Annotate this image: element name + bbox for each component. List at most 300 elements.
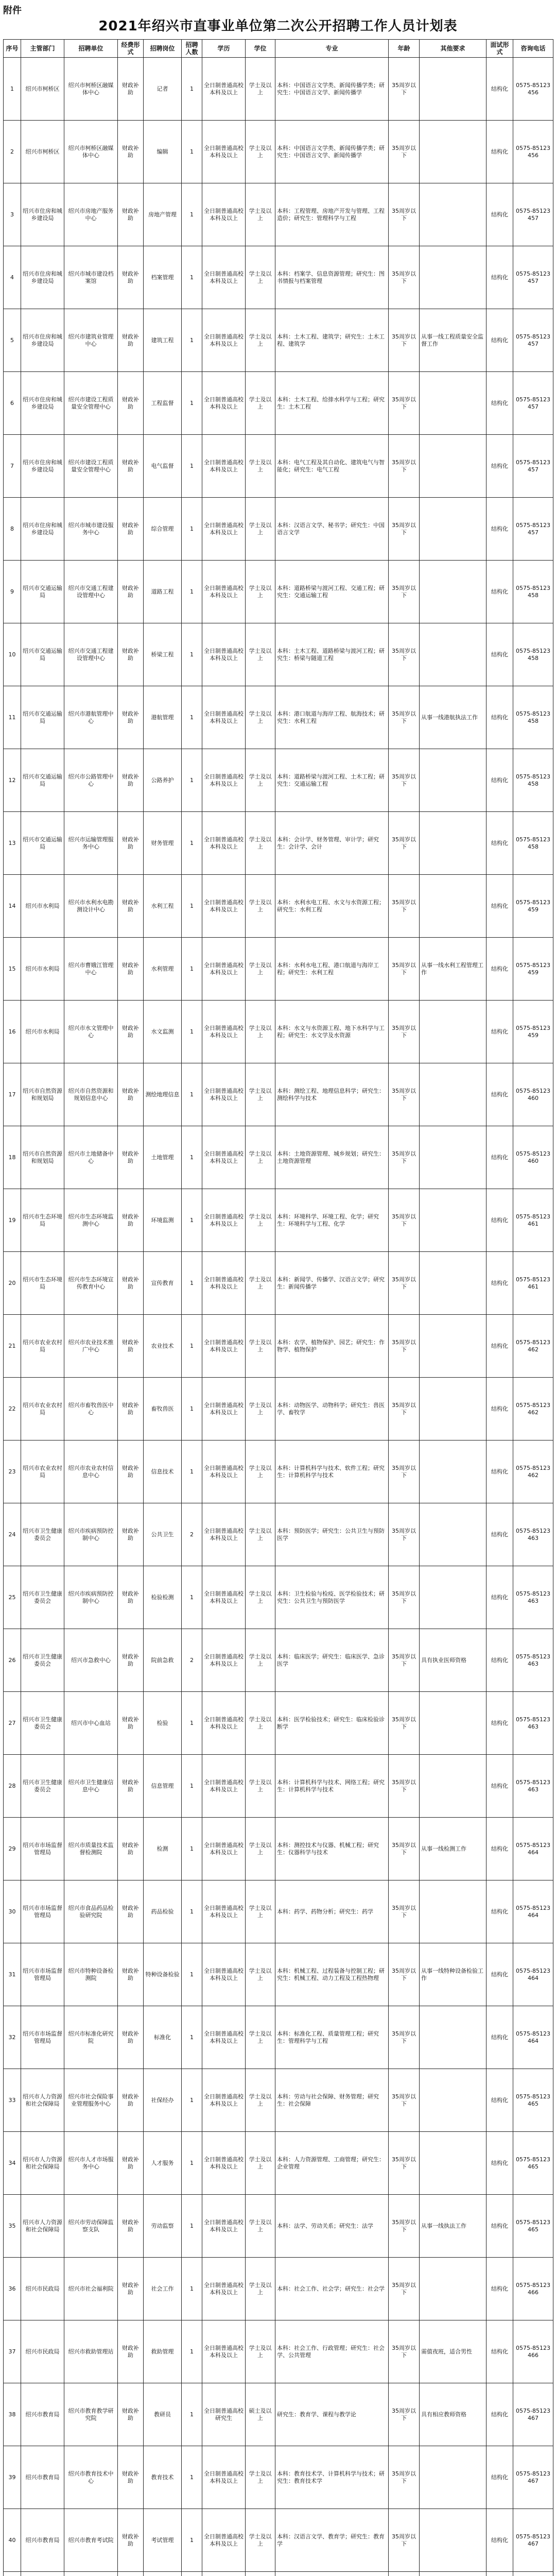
cell-funding-type <box>118 2572 144 2576</box>
cell-position: 公共卫生 <box>144 1503 182 1566</box>
cell-other-requirements <box>420 58 486 121</box>
cell-row-number: 8 <box>4 498 21 561</box>
cell-funding-type: 财政补助 <box>118 938 144 1001</box>
cell-interview-type: 结构化 <box>486 1252 513 1315</box>
cell-headcount <box>182 2572 202 2576</box>
cell-other-requirements <box>420 2006 486 2069</box>
cell-unit: 绍兴市特种设备检测院 <box>64 1943 118 2006</box>
cell-other-requirements <box>420 121 486 183</box>
cell-major: 本科：农学、植物保护、园艺；研究生：作物学、植物保护 <box>275 1315 389 1378</box>
cell-unit: 绍兴市卫生健康信息中心 <box>64 1755 118 1818</box>
cell-education: 全日制普通高校本科及以上 <box>202 1001 246 1063</box>
cell-age-limit: 35周岁以下 <box>389 2383 420 2446</box>
cell-row-number: 7 <box>4 435 21 498</box>
cell-degree: 学士及以上 <box>246 1189 275 1252</box>
cell-row-number: 11 <box>4 686 21 749</box>
cell-unit: 绍兴市畜牧兽医中心 <box>64 1378 118 1440</box>
cell-phone <box>513 2572 553 2576</box>
cell-age-limit: 35周岁以下 <box>389 1818 420 1880</box>
cell-degree: 学士及以上 <box>246 1378 275 1440</box>
cell-unit: 绍兴市柯桥区融媒体中心 <box>64 121 118 183</box>
cell-phone: 0575-85123465 <box>513 2069 553 2132</box>
table-row <box>4 812 553 875</box>
cell-department: 绍兴市自然资源和规划局 <box>21 1126 64 1189</box>
cell-unit: 绍兴市交通工程建设管理中心 <box>64 623 118 686</box>
cell-interview-type: 结构化 <box>486 1063 513 1126</box>
cell-other-requirements <box>420 1063 486 1126</box>
header-cell: 专业 <box>275 40 389 58</box>
cell-interview-type: 结构化 <box>486 2258 513 2320</box>
cell-education: 全日制普通高校本科及以上 <box>202 1818 246 1880</box>
cell-education: 全日制普通高校本科及以上 <box>202 686 246 749</box>
cell-phone: 0575-85123464 <box>513 1943 553 2006</box>
cell-age-limit: 35周岁以下 <box>389 2195 420 2258</box>
cell-department: 绍兴市市场监督管理局 <box>21 1943 64 2006</box>
cell-position: 标准化 <box>144 2006 182 2069</box>
cell-position <box>144 2572 182 2576</box>
header-cell: 招聘岗位 <box>144 40 182 58</box>
cell-position: 建筑工程 <box>144 309 182 372</box>
cell-age-limit: 35周岁以下 <box>389 183 420 246</box>
cell-phone: 0575-85123461 <box>513 1189 553 1252</box>
cell-department: 绍兴市住房和城乡建设局 <box>21 183 64 246</box>
table-row <box>4 1126 553 1189</box>
cell-degree <box>246 2572 275 2576</box>
cell-interview-type: 结构化 <box>486 686 513 749</box>
cell-phone: 0575-85123463 <box>513 1566 553 1629</box>
cell-degree: 学士及以上 <box>246 1315 275 1378</box>
cell-department: 绍兴市住房和城乡建设局 <box>21 435 64 498</box>
cell-department: 绍兴市教育局 <box>21 2509 64 2572</box>
cell-education: 全日制普通高校本科及以上 <box>202 1315 246 1378</box>
cell-position: 检验检测 <box>144 1566 182 1629</box>
cell-headcount: 1 <box>182 183 202 246</box>
cell-department: 绍兴市卫生健康委员会 <box>21 1503 64 1566</box>
cell-row-number: 2 <box>4 121 21 183</box>
cell-unit: 绍兴市教育考试院 <box>64 2509 118 2572</box>
cell-unit: 绍兴市自然资源和规划信息中心 <box>64 1063 118 1126</box>
cell-unit: 绍兴市柯桥区融媒体中心 <box>64 58 118 121</box>
cell-row-number: 10 <box>4 623 21 686</box>
cell-education: 全日制普通高校本科及以上 <box>202 2258 246 2320</box>
cell-position: 财务管理 <box>144 812 182 875</box>
cell-major: 本科：人力资源管理、工商管理；研究生：企业管理 <box>275 2132 389 2195</box>
cell-age-limit: 35周岁以下 <box>389 498 420 561</box>
cell-major: 本科：港口航道与海岸工程、航海技术；研究生：水利工程 <box>275 686 389 749</box>
cell-degree: 学士及以上 <box>246 749 275 812</box>
cell-department: 绍兴市生态环境局 <box>21 1252 64 1315</box>
cell-age-limit: 35周岁以下 <box>389 686 420 749</box>
cell-interview-type: 结构化 <box>486 372 513 435</box>
cell-age-limit: 35周岁以下 <box>389 1063 420 1126</box>
cell-age-limit: 35周岁以下 <box>389 812 420 875</box>
cell-row-number: 9 <box>4 561 21 623</box>
cell-age-limit: 35周岁以下 <box>389 2320 420 2383</box>
cell-funding-type: 财政补助 <box>118 2195 144 2258</box>
cell-row-number: 23 <box>4 1440 21 1503</box>
cell-position: 教育技术 <box>144 2446 182 2509</box>
cell-funding-type: 财政补助 <box>118 1315 144 1378</box>
table-row <box>4 2383 553 2446</box>
cell-interview-type: 结构化 <box>486 623 513 686</box>
header-cell: 主管部门 <box>21 40 64 58</box>
cell-major: 本科：标准化工程、质量管理工程；研究生：管理科学与工程 <box>275 2006 389 2069</box>
cell-education: 全日制普通高校本科及以上 <box>202 1440 246 1503</box>
cell-other-requirements <box>420 498 486 561</box>
cell-headcount: 2 <box>182 1629 202 1692</box>
cell-education: 全日制普通高校本科及以上 <box>202 2132 246 2195</box>
cell-funding-type: 财政补助 <box>118 1818 144 1880</box>
cell-department: 绍兴市民政局 <box>21 2258 64 2320</box>
cell-position: 救助管理 <box>144 2320 182 2383</box>
cell-age-limit: 35周岁以下 <box>389 561 420 623</box>
cell-phone: 0575-85123463 <box>513 1692 553 1755</box>
cell-degree: 学士及以上 <box>246 2446 275 2509</box>
cell-funding-type: 财政补助 <box>118 1692 144 1755</box>
cell-department: 绍兴市卫生健康委员会 <box>21 1629 64 1692</box>
cell-other-requirements <box>420 1189 486 1252</box>
cell-phone: 0575-85123458 <box>513 686 553 749</box>
page-title: 2021年绍兴市直事业单位第二次公开招聘工作人员计划表 <box>98 19 458 34</box>
cell-department: 绍兴市市场监督管理局 <box>21 1880 64 1943</box>
cell-other-requirements <box>420 246 486 309</box>
table-row <box>4 1943 553 2006</box>
table-row <box>4 1189 553 1252</box>
table-row <box>4 749 553 812</box>
cell-education: 全日制普通高校本科及以上 <box>202 561 246 623</box>
cell-education: 全日制普通高校本科及以上 <box>202 183 246 246</box>
cell-major: 本科：社会工作、社会学；研究生：社会学 <box>275 2258 389 2320</box>
cell-education: 全日制普通高校本科及以上 <box>202 812 246 875</box>
cell-other-requirements <box>420 2132 486 2195</box>
cell-age-limit: 35周岁以下 <box>389 2446 420 2509</box>
cell-major: 本科：环境科学、环境工程、化学；研究生：环境科学与工程、化学 <box>275 1189 389 1252</box>
cell-education: 全日制普通高校本科及以上 <box>202 2069 246 2132</box>
cell-other-requirements: 具有相应教师资格 <box>420 2383 486 2446</box>
cell-department: 绍兴市卫生健康委员会 <box>21 1755 64 1818</box>
cell-headcount: 1 <box>182 2509 202 2572</box>
table-row <box>4 183 553 246</box>
cell-position: 农业技术 <box>144 1315 182 1378</box>
cell-funding-type: 财政补助 <box>118 1755 144 1818</box>
table-row <box>4 1378 553 1440</box>
cell-headcount: 1 <box>182 2383 202 2446</box>
cell-other-requirements <box>420 1126 486 1189</box>
cell-other-requirements <box>420 812 486 875</box>
cell-position: 道路工程 <box>144 561 182 623</box>
cell-education: 全日制普通高校本科及以上 <box>202 1252 246 1315</box>
cell-major: 本科：道路桥梁与渡河工程、土木工程；研究生：交通运输工程 <box>275 749 389 812</box>
table-row <box>4 938 553 1001</box>
cell-phone: 0575-85123457 <box>513 372 553 435</box>
cell-degree: 学士及以上 <box>246 1629 275 1692</box>
cell-department: 绍兴市农业农村局 <box>21 1378 64 1440</box>
cell-age-limit: 35周岁以下 <box>389 938 420 1001</box>
cell-other-requirements <box>420 1503 486 1566</box>
cell-age-limit: 35周岁以下 <box>389 1378 420 1440</box>
cell-row-number: 13 <box>4 812 21 875</box>
cell-unit: 绍兴市水文管理中心 <box>64 1001 118 1063</box>
cell-age-limit: 35周岁以下 <box>389 1126 420 1189</box>
table-row <box>4 686 553 749</box>
cell-education: 全日制普通高校本科及以上 <box>202 309 246 372</box>
header-cell: 经费形式 <box>118 40 144 58</box>
cell-interview-type: 结构化 <box>486 2509 513 2572</box>
cell-unit: 绍兴市公路管理中心 <box>64 749 118 812</box>
cell-phone: 0575-85123456 <box>513 121 553 183</box>
attachment-label: 附件 <box>3 5 22 16</box>
cell-other-requirements <box>420 435 486 498</box>
cell-unit: 绍兴市土地储备中心 <box>64 1126 118 1189</box>
cell-row-number: 28 <box>4 1755 21 1818</box>
cell-phone: 0575-85123461 <box>513 1252 553 1315</box>
cell-phone: 0575-85123464 <box>513 2006 553 2069</box>
cell-age-limit: 35周岁以下 <box>389 121 420 183</box>
cell-major: 研究生：教育学、课程与教学论 <box>275 2383 389 2446</box>
cell-unit: 绍兴市教育技术中心 <box>64 2446 118 2509</box>
cell-degree: 学士及以上 <box>246 2006 275 2069</box>
cell-headcount: 1 <box>182 938 202 1001</box>
table-row <box>4 435 553 498</box>
cell-department: 绍兴市住房和城乡建设局 <box>21 498 64 561</box>
cell-major: 本科：档案学、信息资源管理；研究生：图书情报与档案管理 <box>275 246 389 309</box>
cell-other-requirements: 从事一线港航执法工作 <box>420 686 486 749</box>
cell-funding-type: 财政补助 <box>118 686 144 749</box>
cell-interview-type: 结构化 <box>486 1315 513 1378</box>
cell-funding-type: 财政补助 <box>118 121 144 183</box>
cell-age-limit: 35周岁以下 <box>389 875 420 938</box>
cell-headcount: 1 <box>182 1566 202 1629</box>
cell-unit: 绍兴市房地产服务中心 <box>64 183 118 246</box>
cell-department <box>21 2572 64 2576</box>
cell-interview-type: 结构化 <box>486 1692 513 1755</box>
cell-age-limit: 35周岁以下 <box>389 623 420 686</box>
header-cell: 序号 <box>4 40 21 58</box>
cell-unit: 绍兴市城市建设档案馆 <box>64 246 118 309</box>
cell-age-limit: 35周岁以下 <box>389 1001 420 1063</box>
cell-funding-type: 财政补助 <box>118 498 144 561</box>
cell-position: 桥梁工程 <box>144 623 182 686</box>
header-cell: 学位 <box>246 40 275 58</box>
cell-funding-type: 财政补助 <box>118 2069 144 2132</box>
cell-position: 档案管理 <box>144 246 182 309</box>
cell-degree: 学士及以上 <box>246 246 275 309</box>
cell-phone: 0575-85123459 <box>513 938 553 1001</box>
table-row <box>4 2195 553 2258</box>
cell-row-number: 34 <box>4 2132 21 2195</box>
cell-funding-type: 财政补助 <box>118 749 144 812</box>
cell-position: 检测 <box>144 1818 182 1880</box>
cell-interview-type: 结构化 <box>486 1440 513 1503</box>
cell-department: 绍兴市水利局 <box>21 875 64 938</box>
cell-unit: 绍兴市农业技术推广中心 <box>64 1315 118 1378</box>
cell-headcount: 1 <box>182 1315 202 1378</box>
cell-major: 本科：测控技术与仪器、机械工程；研究生：仪器科学与技术 <box>275 1818 389 1880</box>
cell-unit: 绍兴市质量技术监督检测院 <box>64 1818 118 1880</box>
cell-headcount: 1 <box>182 1692 202 1755</box>
cell-headcount: 1 <box>182 1755 202 1818</box>
cell-unit: 绍兴市港航管理中心 <box>64 686 118 749</box>
cell-headcount: 1 <box>182 2069 202 2132</box>
cell-position: 教研员 <box>144 2383 182 2446</box>
cell-headcount: 1 <box>182 2320 202 2383</box>
cell-department: 绍兴市水利局 <box>21 1001 64 1063</box>
cell-position: 社会工作 <box>144 2258 182 2320</box>
table-row <box>4 1629 553 1692</box>
cell-degree: 学士及以上 <box>246 435 275 498</box>
cell-other-requirements <box>420 2446 486 2509</box>
cell-phone: 0575-85123459 <box>513 875 553 938</box>
cell-funding-type: 财政补助 <box>118 1063 144 1126</box>
cell-funding-type: 财政补助 <box>118 435 144 498</box>
cell-degree: 学士及以上 <box>246 1943 275 2006</box>
table-row <box>4 1880 553 1943</box>
cell-major: 本科：预防医学；研究生：公共卫生与预防医学 <box>275 1503 389 1566</box>
table-row <box>4 2006 553 2069</box>
cell-education: 全日制普通高校本科及以上 <box>202 875 246 938</box>
cell-degree: 学士及以上 <box>246 1001 275 1063</box>
cell-headcount: 1 <box>182 1440 202 1503</box>
cell-row-number: 36 <box>4 2258 21 2320</box>
cell-position: 考试管理 <box>144 2509 182 2572</box>
cell-unit: 绍兴市劳动保障监察支队 <box>64 2195 118 2258</box>
cell-education: 全日制普通高校本科及以上 <box>202 1126 246 1189</box>
cell-row-number: 3 <box>4 183 21 246</box>
table-row <box>4 58 553 121</box>
cell-phone: 0575-85123457 <box>513 309 553 372</box>
cell-department: 绍兴市卫生健康委员会 <box>21 1692 64 1755</box>
cell-row-number: 37 <box>4 2320 21 2383</box>
cell-interview-type: 结构化 <box>486 1189 513 1252</box>
cell-row-number: 20 <box>4 1252 21 1315</box>
cell-funding-type: 财政补助 <box>118 2509 144 2572</box>
table-row <box>4 2069 553 2132</box>
cell-phone: 0575-85123467 <box>513 2446 553 2509</box>
cell-interview-type: 结构化 <box>486 2069 513 2132</box>
cell-age-limit: 35周岁以下 <box>389 1629 420 1692</box>
cell-unit: 绍兴市教育教学研究院 <box>64 2383 118 2446</box>
cell-major: 本科：机械工程、过程装备与控制工程；研究生：机械工程、动力工程及工程热物理 <box>275 1943 389 2006</box>
cell-headcount: 1 <box>182 2258 202 2320</box>
cell-position: 房地产管理 <box>144 183 182 246</box>
cell-phone: 0575-85123462 <box>513 1440 553 1503</box>
cell-department: 绍兴市交通运输局 <box>21 561 64 623</box>
cell-unit: 绍兴市社会福利院 <box>64 2258 118 2320</box>
cell-degree: 学士及以上 <box>246 309 275 372</box>
cell-major: 本科：土木工程、建筑学；研究生：土木工程、建筑学 <box>275 309 389 372</box>
cell-interview-type: 结构化 <box>486 1818 513 1880</box>
cell-major: 本科：电气工程及其自动化、建筑电气与智能化；研究生：电气工程 <box>275 435 389 498</box>
cell-row-number: 38 <box>4 2383 21 2446</box>
cell-headcount: 1 <box>182 686 202 749</box>
cell-degree: 学士及以上 <box>246 812 275 875</box>
cell-funding-type: 财政补助 <box>118 1126 144 1189</box>
cell-interview-type: 结构化 <box>486 183 513 246</box>
cell-headcount: 1 <box>182 246 202 309</box>
cell-department: 绍兴市民政局 <box>21 2320 64 2383</box>
cell-degree: 学士及以上 <box>246 1503 275 1566</box>
cell-headcount: 2 <box>182 1503 202 1566</box>
header-cell: 学历 <box>202 40 246 58</box>
table-row <box>4 372 553 435</box>
cell-funding-type: 财政补助 <box>118 623 144 686</box>
cell-headcount: 1 <box>182 812 202 875</box>
cell-position: 信息管理 <box>144 1755 182 1818</box>
cell-headcount: 1 <box>182 498 202 561</box>
cell-age-limit <box>389 2572 420 2576</box>
cell-major: 本科：土木工程、给排水科学与工程；研究生：土木工程 <box>275 372 389 435</box>
cell-department: 绍兴市交通运输局 <box>21 686 64 749</box>
cell-education: 全日制普通高校本科及以上 <box>202 938 246 1001</box>
cell-degree: 学士及以上 <box>246 686 275 749</box>
cell-other-requirements: 从事一线特种设备检验工作 <box>420 1943 486 2006</box>
cell-unit: 绍兴市食品药品检验研究院 <box>64 1880 118 1943</box>
cell-interview-type: 结构化 <box>486 2383 513 2446</box>
cell-degree: 学士及以上 <box>246 1566 275 1629</box>
cell-interview-type: 结构化 <box>486 2006 513 2069</box>
cell-row-number: 19 <box>4 1189 21 1252</box>
cell-headcount: 1 <box>182 1252 202 1315</box>
cell-funding-type: 财政补助 <box>118 561 144 623</box>
table-row <box>4 1001 553 1063</box>
cell-phone: 0575-85123460 <box>513 1063 553 1126</box>
cell-degree: 学士及以上 <box>246 1692 275 1755</box>
cell-other-requirements <box>420 561 486 623</box>
cell-unit: 绍兴市水利水电勘测设计中心 <box>64 875 118 938</box>
cell-other-requirements <box>420 1692 486 1755</box>
cell-interview-type: 结构化 <box>486 121 513 183</box>
cell-department: 绍兴市人力资源和社会保障局 <box>21 2132 64 2195</box>
cell-major <box>275 2572 389 2576</box>
header-cell: 招聘单位 <box>64 40 118 58</box>
cell-phone: 0575-85123467 <box>513 2383 553 2446</box>
cell-headcount: 1 <box>182 2132 202 2195</box>
cell-other-requirements <box>420 1378 486 1440</box>
cell-age-limit: 35周岁以下 <box>389 2509 420 2572</box>
cell-age-limit: 35周岁以下 <box>389 1503 420 1566</box>
cell-interview-type: 结构化 <box>486 1880 513 1943</box>
header-cell: 年龄 <box>389 40 420 58</box>
cell-interview-type: 结构化 <box>486 435 513 498</box>
table-row <box>4 623 553 686</box>
cell-headcount: 1 <box>182 1189 202 1252</box>
cell-education: 全日制普通高校本科及以上 <box>202 1943 246 2006</box>
cell-education: 全日制普通高校本科及以上 <box>202 1063 246 1126</box>
cell-row-number: 16 <box>4 1001 21 1063</box>
cell-degree: 学士及以上 <box>246 875 275 938</box>
cell-row-number: 17 <box>4 1063 21 1126</box>
cell-row-number: 6 <box>4 372 21 435</box>
cell-age-limit: 35周岁以下 <box>389 749 420 812</box>
cell-phone: 0575-85123464 <box>513 1818 553 1880</box>
cell-interview-type: 结构化 <box>486 58 513 121</box>
cell-education: 全日制普通高校本科及以上 <box>202 498 246 561</box>
cell-major: 本科：中国语言文学类、新闻传播学类；研究生：中国语言文学、新闻传播学 <box>275 58 389 121</box>
cell-other-requirements <box>420 749 486 812</box>
cell-major: 本科：医学检验技术；研究生：临床检验诊断学 <box>275 1692 389 1755</box>
cell-funding-type: 财政补助 <box>118 2258 144 2320</box>
cell-headcount: 1 <box>182 749 202 812</box>
cell-education: 全日制普通高校本科及以上 <box>202 1629 246 1692</box>
cell-interview-type: 结构化 <box>486 749 513 812</box>
cell-position: 畜牧兽医 <box>144 1378 182 1440</box>
cell-department: 绍兴市农业农村局 <box>21 1440 64 1503</box>
cell-degree: 学士及以上 <box>246 1063 275 1126</box>
cell-age-limit: 35周岁以下 <box>389 2258 420 2320</box>
table-row <box>4 561 553 623</box>
cell-age-limit: 35周岁以下 <box>389 1755 420 1818</box>
cell-phone: 0575-85123465 <box>513 2195 553 2258</box>
